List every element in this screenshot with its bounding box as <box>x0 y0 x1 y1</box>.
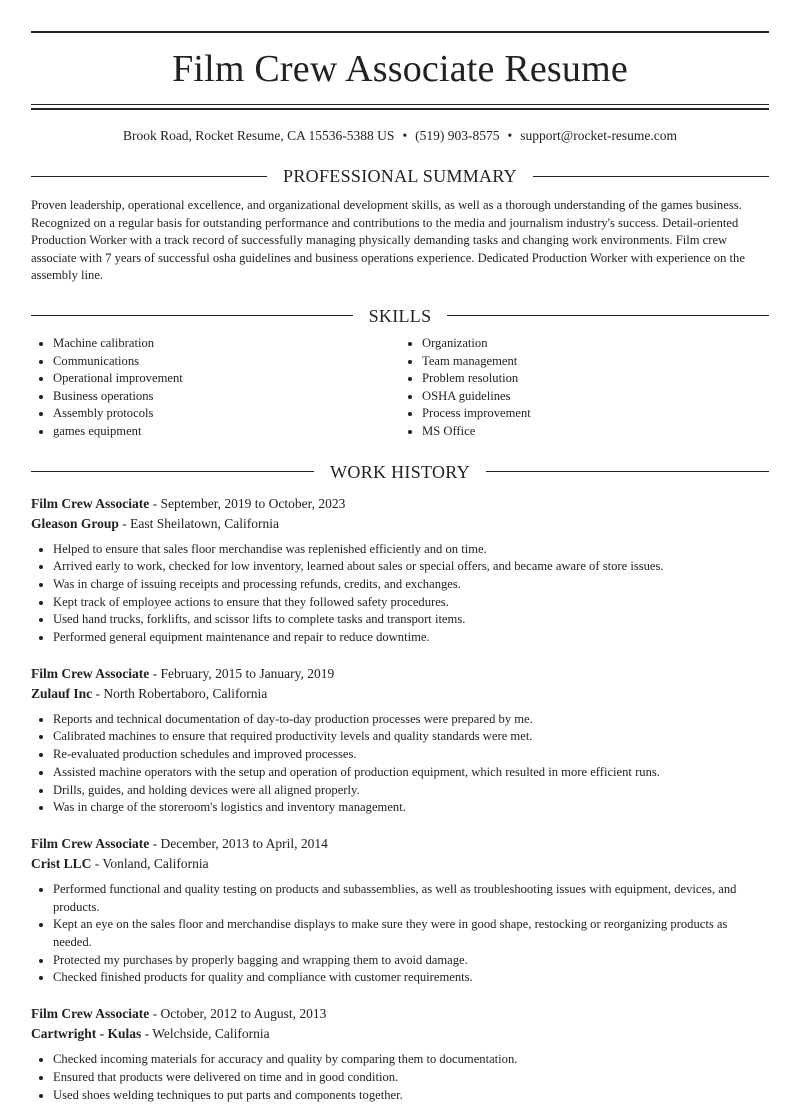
heading-rule-left <box>31 176 267 177</box>
contact-address: Brook Road, Rocket Resume, CA 15536-5388 US <box>122 128 395 143</box>
job-bullet: • Kept track of employee actions to ensure that they followed safety procedures. <box>53 594 769 612</box>
job-location: - North Robertaboro, California <box>92 685 268 701</box>
skill-item: • Assembly protocols <box>53 405 400 423</box>
job-bullet: • Ensured that products were delivered on time and in good condition. <box>53 1069 769 1087</box>
job-bullet: • Kept an eye on the sales floor and merchandise displays to make sure they were in good shape, restocking or reorganizing products as needed. <box>53 916 769 951</box>
job-bullet: • Performed functional and quality testing on products and subassemblies, as well as troubleshooting issues with equipment, devices, and products. <box>53 881 769 916</box>
job-company: Crist LLC <box>31 855 92 871</box>
heading-rule-left <box>31 471 314 472</box>
skills-column-left <box>31 335 400 441</box>
job-bullet: • Re-evaluated production schedules and improved processes. <box>53 746 769 764</box>
job-location: - Welchside, California <box>141 1026 270 1042</box>
resume-page <box>31 0 769 1104</box>
job-bullet: • Used hand trucks, forklifts, and scissor lifts to complete tasks and transport items. <box>53 611 769 629</box>
job-company-line <box>31 514 769 534</box>
heading-rule-left <box>31 315 353 316</box>
job-bullet: • Used shoes welding techniques to put parts and components together. <box>53 1087 769 1104</box>
skill-item: • Business operations <box>53 388 400 406</box>
skills-list <box>31 335 769 441</box>
job-bullet: • Arrived early to work, checked for low inventory, learned about sales or special offers, and became aware of store issues. <box>53 558 769 576</box>
top-rule <box>31 31 769 33</box>
job-bullets <box>31 711 769 817</box>
job-bullet: • Reports and technical documentation of day-to-day production processes were prepared by me. <box>53 711 769 729</box>
job-title: Film Crew Associate <box>31 835 150 851</box>
job-bullet: • Was in charge of the storeroom's logistics and inventory management. <box>53 799 769 817</box>
job-company-line <box>31 1024 769 1044</box>
job-company: Gleason Group <box>31 515 119 531</box>
work-history-list <box>31 494 769 1104</box>
skill-item: • Team management <box>422 353 769 371</box>
job-bullets <box>31 881 769 987</box>
job-title-line <box>31 834 769 854</box>
job-bullet: • Assisted machine operators with the setup and operation of production equipment, which resulted in more efficient runs. <box>53 764 769 782</box>
job-bullet: • Drills, guides, and holding devices were all aligned properly. <box>53 782 769 800</box>
job-dates: - September, 2019 to October, 2023 <box>149 495 346 511</box>
contact-email: support@rocket-resume.com <box>520 128 678 143</box>
job-bullets <box>31 541 769 647</box>
job-title-line <box>31 1004 769 1024</box>
job-bullet: • Checked finished products for quality and compliance with customer requirements. <box>53 969 769 987</box>
job-location: - Vonland, California <box>91 855 209 871</box>
contact-line <box>31 127 769 145</box>
heading-rule-right <box>533 176 769 177</box>
job-dates: - February, 2015 to January, 2019 <box>149 665 335 681</box>
job-title-line <box>31 494 769 514</box>
contact-separator: • <box>507 128 513 143</box>
skill-item: • games equipment <box>53 423 400 441</box>
job-bullet: • Protected my purchases by properly bagging and wrapping them to avoid damage. <box>53 952 769 970</box>
job-bullet: • Performed general equipment maintenance and repair to reduce downtime. <box>53 629 769 647</box>
job-bullet: • Was in charge of issuing receipts and processing refunds, credits, and exchanges. <box>53 576 769 594</box>
resume-title: Film Crew Associate Resume <box>172 48 628 90</box>
skill-item: • Operational improvement <box>53 370 400 388</box>
job-company-line <box>31 684 769 704</box>
job-company: Zulauf Inc <box>31 685 93 701</box>
skills-heading <box>31 305 769 327</box>
work-history-heading-label: WORK HISTORY <box>330 461 470 482</box>
job-entry <box>31 1004 769 1104</box>
heading-rule-right <box>447 315 769 316</box>
skill-item: • OSHA guidelines <box>422 388 769 406</box>
skill-item: • Organization <box>422 335 769 353</box>
job-bullet: • Helped to ensure that sales floor merchandise was replenished efficiently and on time. <box>53 541 769 559</box>
skill-item: • Machine calibration <box>53 335 400 353</box>
summary-heading <box>31 165 769 187</box>
skill-item: • Process improvement <box>422 405 769 423</box>
job-bullet: • Calibrated machines to ensure that required productivity levels and quality standards were met. <box>53 728 769 746</box>
job-entry <box>31 664 769 817</box>
job-title: Film Crew Associate <box>31 665 150 681</box>
contact-separator: • <box>402 128 408 143</box>
skills-column-right <box>400 335 769 441</box>
job-dates: - December, 2013 to April, 2014 <box>149 835 328 851</box>
heading-rule-right <box>486 471 769 472</box>
job-title-line <box>31 664 769 684</box>
job-bullets <box>31 1051 769 1104</box>
job-company-line <box>31 854 769 874</box>
contact-phone: (519) 903-8575 <box>415 128 500 143</box>
summary-heading-label: PROFESSIONAL SUMMARY <box>283 166 517 186</box>
title-double-rule <box>31 104 769 110</box>
job-title: Film Crew Associate <box>31 1006 150 1022</box>
job-title: Film Crew Associate <box>31 495 150 511</box>
job-dates: - October, 2012 to August, 2013 <box>149 1006 327 1022</box>
job-entry <box>31 834 769 987</box>
summary-text: Proven leadership, operational excellence, and organizational development skills, as well as a thorough understanding of the games business. Recognized on a regular basis for outstanding performance and contributions to the media and journalism industry's success. Detail-oriented Production Worker with a track record of successfully managing physically demanding tasks and changing work environments. Film crew associate with 7 years of successful osha guidelines and business operations experience. Dedicated Production Worker with experience on the assembly line. <box>31 198 745 283</box>
skill-item: • Communications <box>53 353 400 371</box>
job-bullet: • Checked incoming materials for accuracy and quality by comparing them to documentation. <box>53 1051 769 1069</box>
job-entry <box>31 494 769 647</box>
work-history-heading <box>31 461 769 483</box>
skill-item: • Problem resolution <box>422 370 769 388</box>
skill-item: • MS Office <box>422 423 769 441</box>
job-location: - East Sheilatown, California <box>118 515 279 531</box>
job-company: Cartwright - Kulas <box>31 1026 142 1042</box>
skills-heading-label: SKILLS <box>368 305 432 326</box>
